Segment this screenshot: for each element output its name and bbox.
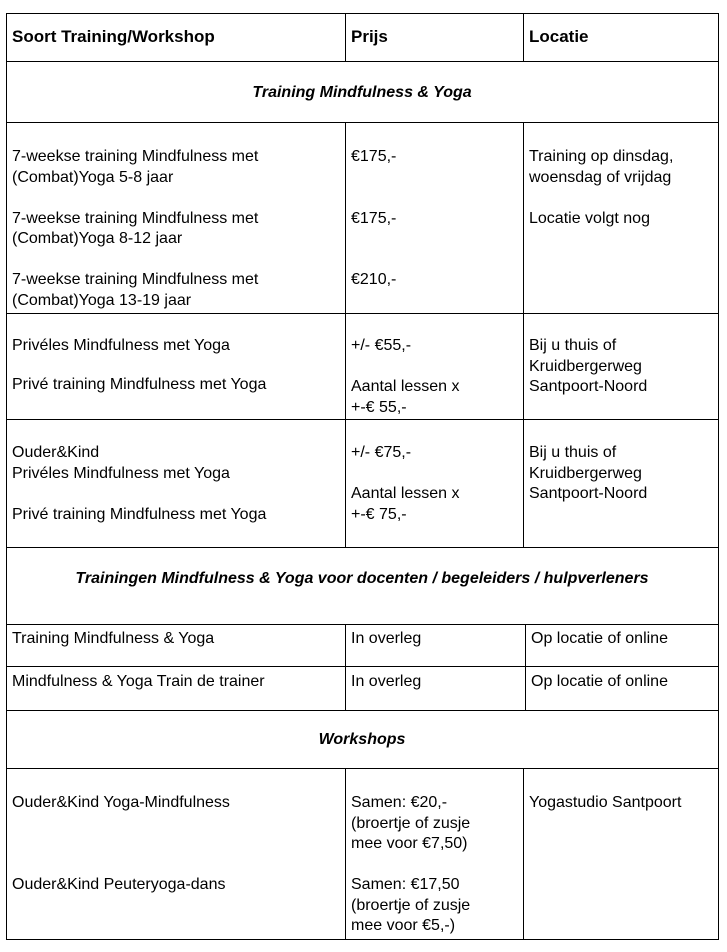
cell-location: Bij u thuis of Kruidbergerweg Santpoort-Noord <box>529 444 648 502</box>
row-divider <box>6 710 719 711</box>
column-divider <box>345 624 346 711</box>
table-border-left <box>6 13 7 940</box>
cell-type: Privéles Mindfulness met Yoga Privé training Mindfulness met Yoga <box>12 337 267 393</box>
cell-type: Mindfulness & Yoga Train de trainer <box>12 673 265 690</box>
section-title: Trainingen Mindfulness & Yoga voor docenten / begeleiders / hulpverleners <box>75 570 649 587</box>
cell-location: Yogastudio Santpoort <box>529 794 682 811</box>
column-divider <box>523 768 524 940</box>
cell-type: 7-weekse training Mindfulness met (Combat)Yoga 5-8 jaar 7-weekse training Mindfulness met (Combat)Yoga 8-12 jaar 7-weekse training Mindfulness met (Combat)Yoga 13-19 jaar <box>12 148 259 309</box>
column-divider <box>345 122 346 548</box>
column-divider <box>525 624 526 711</box>
row-divider <box>6 624 719 625</box>
header-location: Locatie <box>529 27 589 46</box>
header-price: Prijs <box>351 27 388 46</box>
header-type: Soort Training/Workshop <box>12 27 215 46</box>
cell-location: Bij u thuis of Kruidbergerweg Santpoort-Noord <box>529 337 648 395</box>
row-divider <box>6 419 719 420</box>
cell-price: +/- €55,- Aantal lessen x +-€ 55,- <box>351 337 460 416</box>
cell-type: Training Mindfulness & Yoga <box>12 630 215 647</box>
section-title: Training Mindfulness & Yoga <box>252 84 472 101</box>
table-border-bottom <box>6 939 719 940</box>
column-divider <box>345 768 346 940</box>
column-divider <box>345 13 346 62</box>
row-divider <box>6 122 719 123</box>
row-divider <box>6 547 719 548</box>
column-divider <box>523 13 524 62</box>
row-divider <box>6 313 719 314</box>
cell-location: Op locatie of online <box>531 630 668 647</box>
cell-price: €175,- €175,- €210,- <box>351 148 397 288</box>
row-divider <box>6 768 719 769</box>
cell-type: Ouder&Kind Yoga-Mindfulness Ouder&Kind Peuteryoga-dans <box>12 794 230 893</box>
header-divider <box>6 61 719 62</box>
cell-price: Samen: €20,- (broertje of zusje mee voor €7,50) Samen: €17,50 (broertje of zusje mee voor €5,-) <box>351 794 471 934</box>
cell-type: Ouder&Kind Privéles Mindfulness met Yoga Privé training Mindfulness met Yoga <box>12 444 267 523</box>
cell-price: In overleg <box>351 630 422 647</box>
column-divider <box>523 122 524 548</box>
table-border-right <box>718 13 719 940</box>
section-title: Workshops <box>318 731 406 748</box>
cell-location: Training op dinsdag, woensdag of vrijdag Locatie volgt nog <box>529 148 674 227</box>
row-divider <box>6 666 719 667</box>
cell-price: In overleg <box>351 673 422 690</box>
table-border-top <box>6 13 719 14</box>
cell-price: +/- €75,- Aantal lessen x +-€ 75,- <box>351 444 460 523</box>
cell-location: Op locatie of online <box>531 673 668 690</box>
